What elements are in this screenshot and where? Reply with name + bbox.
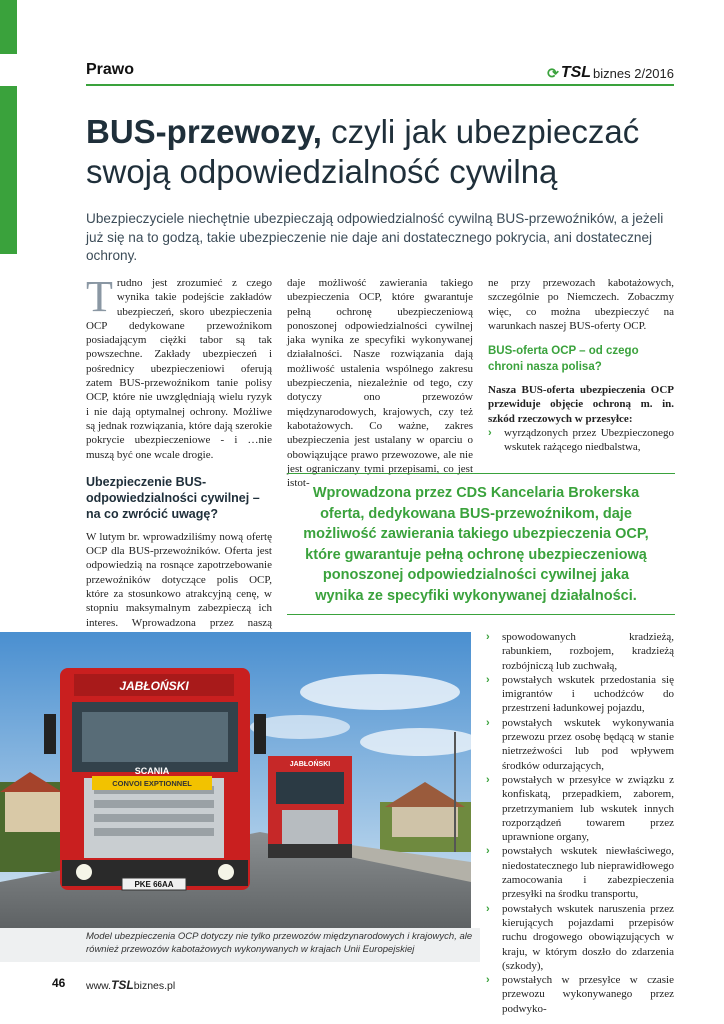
grille-brand-text: SCANIA xyxy=(134,766,170,776)
article-title xyxy=(86,112,686,192)
pull-quote xyxy=(287,473,675,615)
col3-bullet-list xyxy=(488,426,674,455)
magazine-brand xyxy=(547,64,674,82)
convoy-sign-text: CONVOI EXPTIONNEL xyxy=(112,779,192,788)
col4-bullet-list xyxy=(486,630,674,1016)
col1-paragraph-2: W lutym br. wprowadziliśmy nową ofertę OCP dla BUS-przewoźników. Oferta jest odpowiedzią na rosnące zapotrzebowanie przewoźników dotyczące polis OCP, które za stosunkowo atrakcyjną cenę, w stopniu maksymalnym zabezpieczą ich interes. Wprowadzona przez naszą xyxy=(86,530,272,629)
column-1 xyxy=(86,272,272,659)
col2-paragraph-1: daje możliwość zawierania takiego ubezpieczenia OCP, które gwarantuje pełną ochronę ubezpieczeniową ponoszonej odpowiedzialności cywilnej jaka wynika ze specyfiki wykonywanej działalności. Nasze rozwiązania dają możliwość ustalenia wspólnego zakresu ubezpieczenia, niezależnie od tego, czy dotyczy ono przewozów międzynarodowych, krajowych, czy też kabotażowych. Co ważne, zakres ubezpieczenia jest ustalany w oparciu o obowiązujące prawo przewozowe, ale nie jest ograniczany tymi przepisami, co jest istot- xyxy=(287,277,473,490)
chevron-right-icon: › xyxy=(486,902,490,915)
drop-cap: T xyxy=(86,272,113,321)
list-item: › wyrządzonych przez Ubezpieczonego wskutek rażącego niedbalstwa, xyxy=(488,427,674,454)
list-item: › powstałych wskutek wykonywania przewozu przez osobę będącą w stanie nietrzeźwości lub pod wpływem środków odurzających, xyxy=(486,716,674,772)
chevron-right-icon: › xyxy=(486,716,490,729)
title-line2: swoją odpowiedzialność cywilną xyxy=(86,153,558,190)
edge-bar-top xyxy=(0,0,17,54)
svg-text:JABŁOŃSKI: JABŁOŃSKI xyxy=(289,761,331,768)
chevron-right-icon: › xyxy=(486,845,490,858)
chevron-right-icon: › xyxy=(486,773,490,786)
article-lead: Ubezpieczyciele niechętnie ubezpieczają odpowiedzialność cywilną BUS-przewoźników, a jeżeli już się na to godzą, takie ubezpieczenie nie daje ani dostatecznego pokrycia, ani dostatecznej ochrony. xyxy=(86,211,664,263)
col1-paragraph-1: rudno jest zrozumieć z czego wynika takie podejście zakładów ubezpieczeń, skoro ubezpieczenia OCP dedykowane przewoźnikom posiadającym ciężki tabor są tak powszechne. Zakłady ubezpieczeń i pośrednicy ubezpieczeniowi oferują zatem BUS-przewoźnikom tanie polisy OCP, które nie uwzględniają wielu ryzyk i nie dają optymalnej ochrony. Możliwe są jednak rozwiązania, które dają szerokie pokrycie ubezpieczeniowe - i …nie muszą być one wcale drogie. xyxy=(86,277,272,461)
title-line1-rest: czyli jak ubezpieczać xyxy=(321,113,640,150)
cab-sign-text: JABŁOŃSKI xyxy=(119,679,189,693)
col3-paragraph-1: ne przy przewozach kabotażowych, szczególnie po Niemczech. Zobaczmy więc, co można ubezpieczyć na warunkach naszej BUS-oferty OCP. xyxy=(488,277,674,332)
list-item: › powstałych wskutek niewłaściwego, niedostatecznego lub nieprawidłowego zamocowania i zabezpieczenia przesyłki na środku transportu, xyxy=(486,845,674,901)
list-item: › powstałych w przesyłce w związku z konfiskatą, przepadkiem, zaborem, przetrzymaniem lub wskutek innych rozporządzeń towarem przez uprawnione organy, xyxy=(486,773,674,844)
brand-tsl: TSL xyxy=(560,64,592,81)
column-3 xyxy=(488,276,674,455)
footer-url: www.TSLbiznes.pl xyxy=(86,978,176,992)
col1-subheading: Ubezpieczenie BUS-odpowiedzialności cywilnej – na co zwrócić uwagę? xyxy=(86,474,260,521)
col3-subheading: BUS-oferta OCP – od czego chroni nasza polisa? xyxy=(488,345,639,374)
list-item: › spowodowanych kradzieżą, rabunkiem, rozbojem, kradzieżą rozbójniczą lub zuchwałą, xyxy=(486,631,674,672)
plate-text: PKE 66AA xyxy=(134,880,174,889)
truck-photo xyxy=(0,632,471,928)
chevron-right-icon: › xyxy=(486,673,490,686)
chevron-right-icon: › xyxy=(488,427,492,440)
list-item: › powstałych wskutek naruszenia przez kierujących pojazdami przepisów ruchu drogowego obowiązujących w kraju, w którym doszło do zdarzenia (szkody), xyxy=(486,902,674,972)
col3-paragraph-2: Nasza BUS-oferta ubezpieczenia OCP przewiduje objęcie ochroną m. in. szkód rzeczowych w przesyłce: xyxy=(488,384,674,425)
list-item: › powstałych wskutek przedostania się imigrantów i uchodźców do przestrzeni ładunkowej pojazdu, xyxy=(486,673,674,715)
pull-quote-text: Wprowadzona przez CDS Kancelaria Brokerska oferta, dedykowana BUS-przewoźnikom, daje możliwość zawierania takiego ubezpieczenia OCP, które gwarantuje pełną ochronę ubezpieczeniową ponoszonej odpowiedzialności cywilnej jaka wynika ze specyfiki wykonywanej działalności. xyxy=(303,485,649,604)
brand-issue: biznes 2/2016 xyxy=(593,65,674,81)
column-4 xyxy=(486,630,674,1016)
photo-caption: Model ubezpieczenia OCP dotyczy nie tylko przewozów międzynarodowych i krajowych, ale również przewozów kabotażowych wykonywanych w krajach Unii Europejskiej xyxy=(86,931,473,955)
section-label: Prawo xyxy=(86,61,135,78)
title-bold: BUS-przewozy, xyxy=(86,113,322,150)
column-2 xyxy=(287,276,473,490)
page-number: 46 xyxy=(52,976,66,990)
edge-bar-main xyxy=(0,86,17,254)
header-rule xyxy=(86,84,674,86)
chevron-right-icon: › xyxy=(486,974,490,987)
brand-arrows-icon: ⟳ xyxy=(547,64,559,81)
list-item: › powstałych w przesyłce w czasie przewozu wykonywanego przez podwyko- xyxy=(486,974,674,1015)
chevron-right-icon: › xyxy=(486,631,490,643)
